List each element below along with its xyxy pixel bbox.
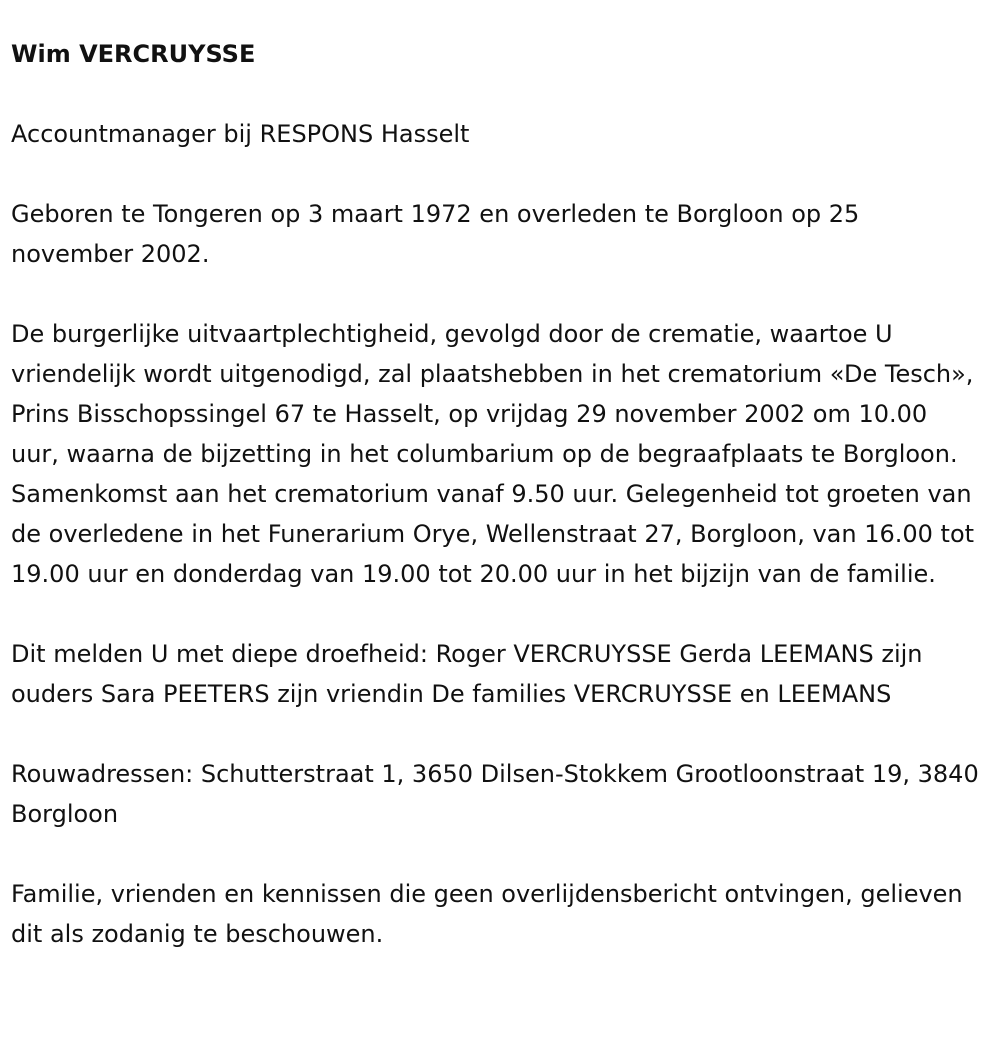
- ceremony-paragraph: De burgerlijke uitvaartplechtigheid, gevolgd door de crematie, waartoe U vriendelijk wordt uitgenodigd, zal plaatshebben in het crematorium «De Tesch», Prins Bisschopssingel 67 te Hasselt, op vrijdag 29 november 2002 om 10.00 uur, waarna de bijzetting in het columbarium op de begraafplaats te Borgloon. Samenkomst aan het crematorium vanaf 9.50 uur. Gelegenheid tot groeten van de overledene in het Funerarium Orye, Wellenstraat 27, Borgloon, van 16.00 tot 19.00 uur en donderdag van 19.00 tot 20.00 uur in het bijzijn van de familie.: [11, 320, 975, 588]
- mourning-addresses-paragraph: Rouwadressen: Schutterstraat 1, 3650 Dilsen-Stokkem Grootloonstraat 19, 3840 Borgloon: [11, 760, 979, 828]
- deceased-name: Wim VERCRUYSSE: [11, 40, 256, 68]
- closing-paragraph: Familie, vrienden en kennissen die geen overlijdensbericht ontvingen, gelieven dit als zodanig te beschouwen.: [11, 880, 963, 948]
- birth-death-paragraph: Geboren te Tongeren op 3 maart 1972 en overleden te Borgloon op 25 november 2002.: [11, 200, 860, 268]
- announced-by-paragraph: Dit melden U met diepe droefheid: Roger VERCRUYSSE Gerda LEEMANS zijn ouders Sara PEETERS zijn vriendin De families VERCRUYSSE en LEEMANS: [11, 640, 923, 708]
- deceased-role: Accountmanager bij RESPONS Hasselt: [11, 120, 470, 148]
